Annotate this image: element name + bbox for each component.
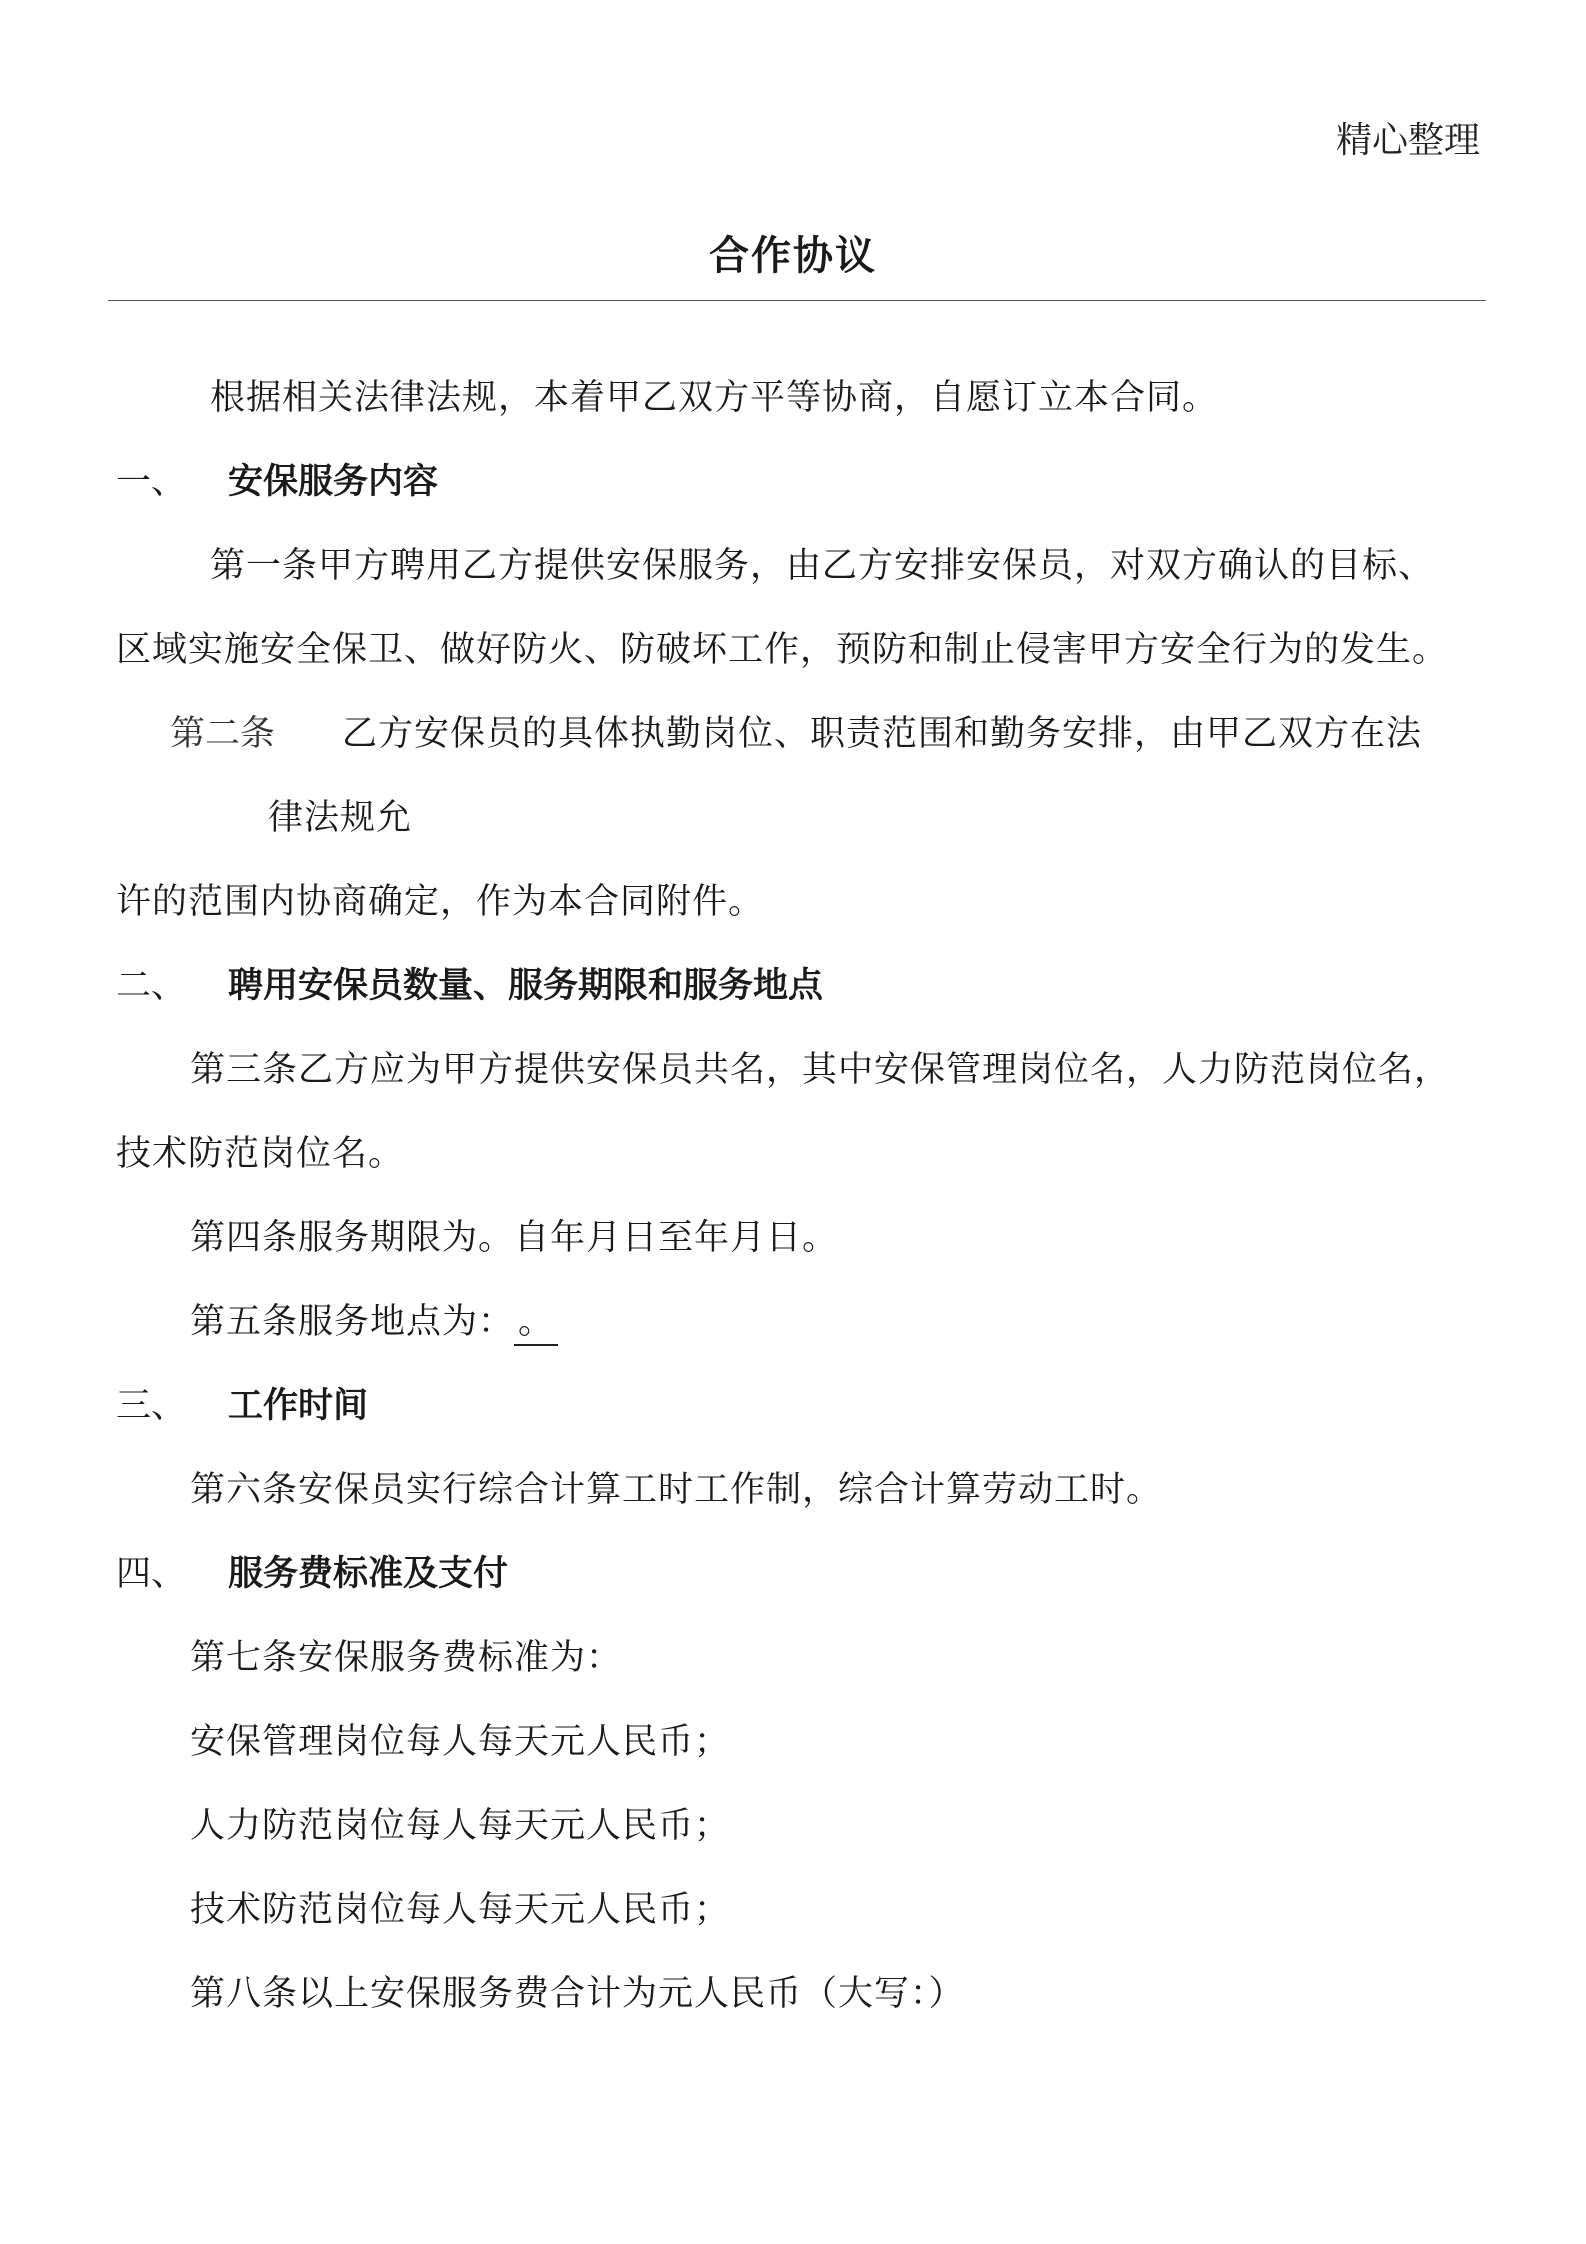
- fee-manpower-post: 人力防范岗位每人每天元人民币；: [190, 1806, 731, 1846]
- article-2-line-1: 乙方安保员的具体执勤岗位、职责范围和勤务安排，由甲乙双方在法: [342, 714, 1423, 754]
- article-2-line-3: 许的范围内协商确定，作为本合同附件。: [116, 882, 765, 922]
- section-2-heading: 聘用安保员数量、服务期限和服务地点: [228, 966, 824, 1006]
- article-8: 第八条以上安保服务费合计为元人民币（大写：）: [190, 1974, 965, 2014]
- article-1-line-1: 第一条甲方聘用乙方提供安保服务，由乙方安排安保员，对双方确认的目标、: [210, 546, 1435, 586]
- section-3-number: 三、: [116, 1386, 187, 1426]
- article-3-line-2: 技术防范岗位名。: [116, 1134, 405, 1174]
- section-1-number: 一、: [116, 462, 187, 502]
- section-4-heading: 服务费标准及支付: [228, 1554, 509, 1594]
- article-6: 第六条安保员实行综合计算工时工作制，综合计算劳动工时。: [190, 1470, 1163, 1510]
- article-1-line-2: 区域实施安全保卫、做好防火、防破坏工作，预防和制止侵害甲方安全行为的发生。: [116, 630, 1449, 670]
- title-divider: [108, 300, 1486, 301]
- article-3-line-1: 第三条乙方应为甲方提供安保员共名，其中安保管理岗位名，人力防范岗位名，: [190, 1050, 1451, 1090]
- article-7: 第七条安保服务费标准为：: [190, 1638, 623, 1678]
- article-2-label: 第二条: [170, 714, 276, 754]
- article-5-text: 第五条服务地点为：: [190, 1302, 515, 1342]
- header-note: 精心整理: [1335, 120, 1480, 161]
- section-4-number: 四、: [116, 1554, 187, 1594]
- article-4: 第四条服务期限为。自年月日至年月日。: [190, 1218, 839, 1258]
- article-2-line-2: 律法规允: [268, 798, 413, 838]
- document-title: 合作协议: [709, 233, 877, 279]
- article-5: [190, 1294, 558, 1346]
- article-5-blank: 。: [514, 1294, 558, 1346]
- section-3-heading: 工作时间: [228, 1386, 369, 1426]
- intro-paragraph: 根据相关法律法规，本着甲乙双方平等协商，自愿订立本合同。: [210, 378, 1219, 418]
- fee-management-post: 安保管理岗位每人每天元人民币；: [190, 1722, 731, 1762]
- section-2-number: 二、: [116, 966, 187, 1006]
- fee-technical-post: 技术防范岗位每人每天元人民币；: [190, 1890, 731, 1930]
- section-1-heading: 安保服务内容: [228, 462, 439, 502]
